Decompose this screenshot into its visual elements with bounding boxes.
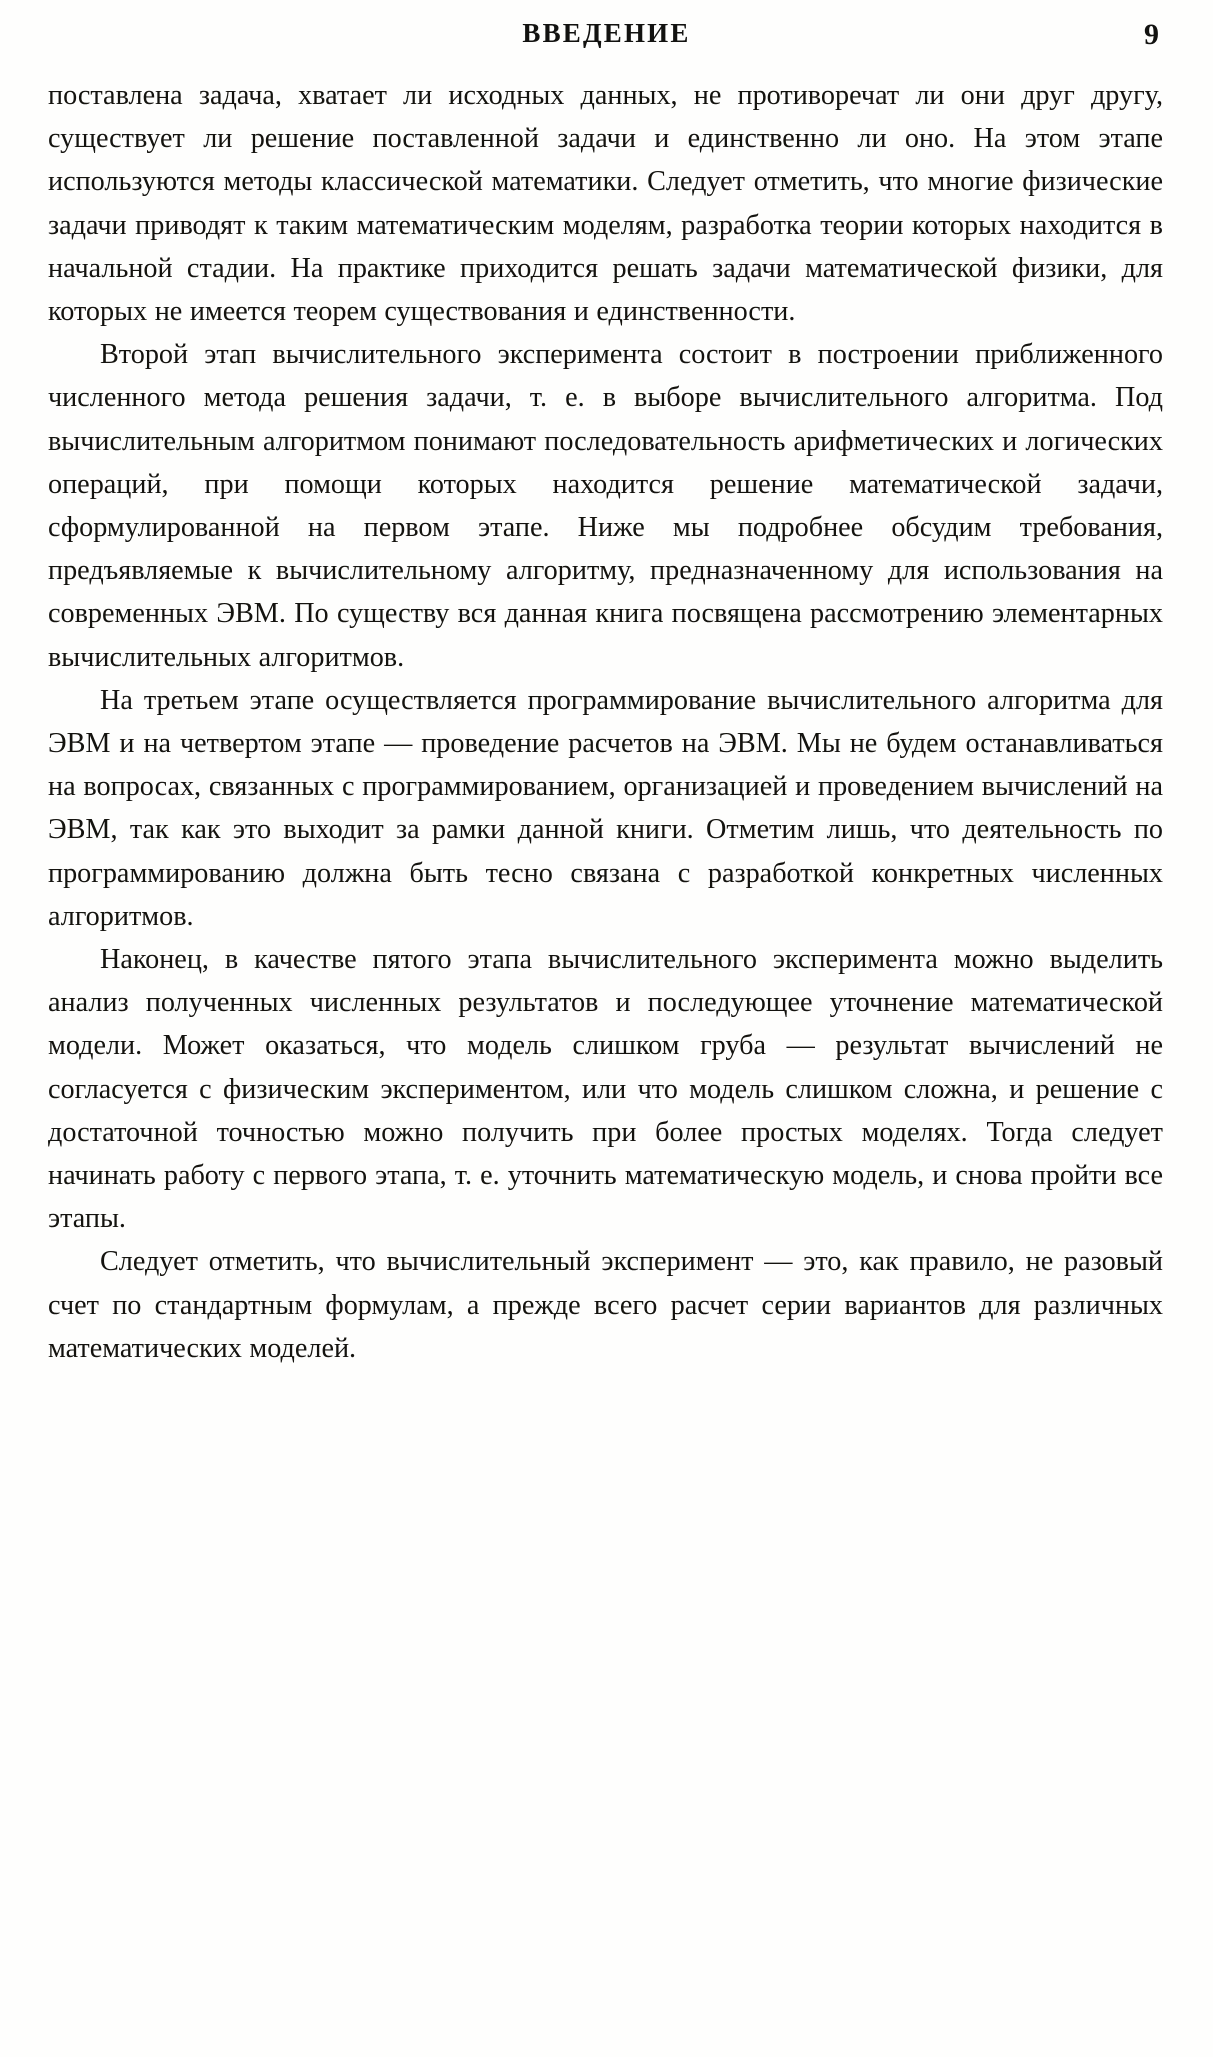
paragraph: На третьем этапе осуществляется программирование вычислительного алгоритма для ЭВМ и на четвертом этапе — проведение расчетов на ЭВМ. Мы не будем останавливаться на вопросах, связанных с программированием, организацией и проведением вычислений на ЭВМ, так как это выходит за рамки данной книги. Отметим лишь, что деятельность по программированию должна быть тесно связана с разработкой конкретных численных алгоритмов. — [48, 684, 1163, 932]
body-text — [38, 74, 1175, 1370]
paragraph: поставлена задача, хватает ли исходных данных, не противоречат ли они друг другу, существует ли решение поставленной задачи и единственно ли оно. На этом этапе используются методы классической математики. Следует отметить, что многие физические задачи приводят к таким математическим моделям, разработка теории которых находится в начальной стадии. На практике приходится решать задачи математической физики, для которых не имеется теорем существования и единственности. — [48, 80, 1163, 328]
paragraph: Второй этап вычислительного эксперимента состоит в построении приближенного численного метода решения задачи, т. е. в выборе вычислительного алгоритма. Под вычислительным алгоритмом понимают последовательность арифметических и логических операций, при помощи которых находится решение математической задачи, сформулированной на первом этапе. Ниже мы подробнее обсудим требования, предъявляемые к вычислительному алгоритму, предназначенному для использования на современных ЭВМ. По существу вся данная книга посвящена рассмотрению элементарных вычислительных алгоритмов. — [48, 339, 1163, 673]
paragraph: Следует отметить, что вычислительный эксперимент — это, как правило, не разовый счет по стандартным формулам, а прежде всего расчет серии вариантов для различных математических моделей. — [48, 1246, 1163, 1364]
running-head-title: ВВЕДЕНИЕ — [522, 18, 691, 48]
running-head — [48, 18, 1165, 64]
paragraph: Наконец, в качестве пятого этапа вычислительного эксперимента можно выделить анализ полученных численных результатов и последующее уточнение математической модели. Может оказаться, что модель слишком груба — результат вычислений не согласуется с физическим экспериментом, или что модель слишком сложна, и решение с достаточной точностью можно получить при более простых моделях. Тогда следует начинать работу с первого этапа, т. е. уточнить математическую модель, и снова пройти все этапы. — [48, 944, 1163, 1235]
page-number: 9 — [1144, 18, 1159, 51]
